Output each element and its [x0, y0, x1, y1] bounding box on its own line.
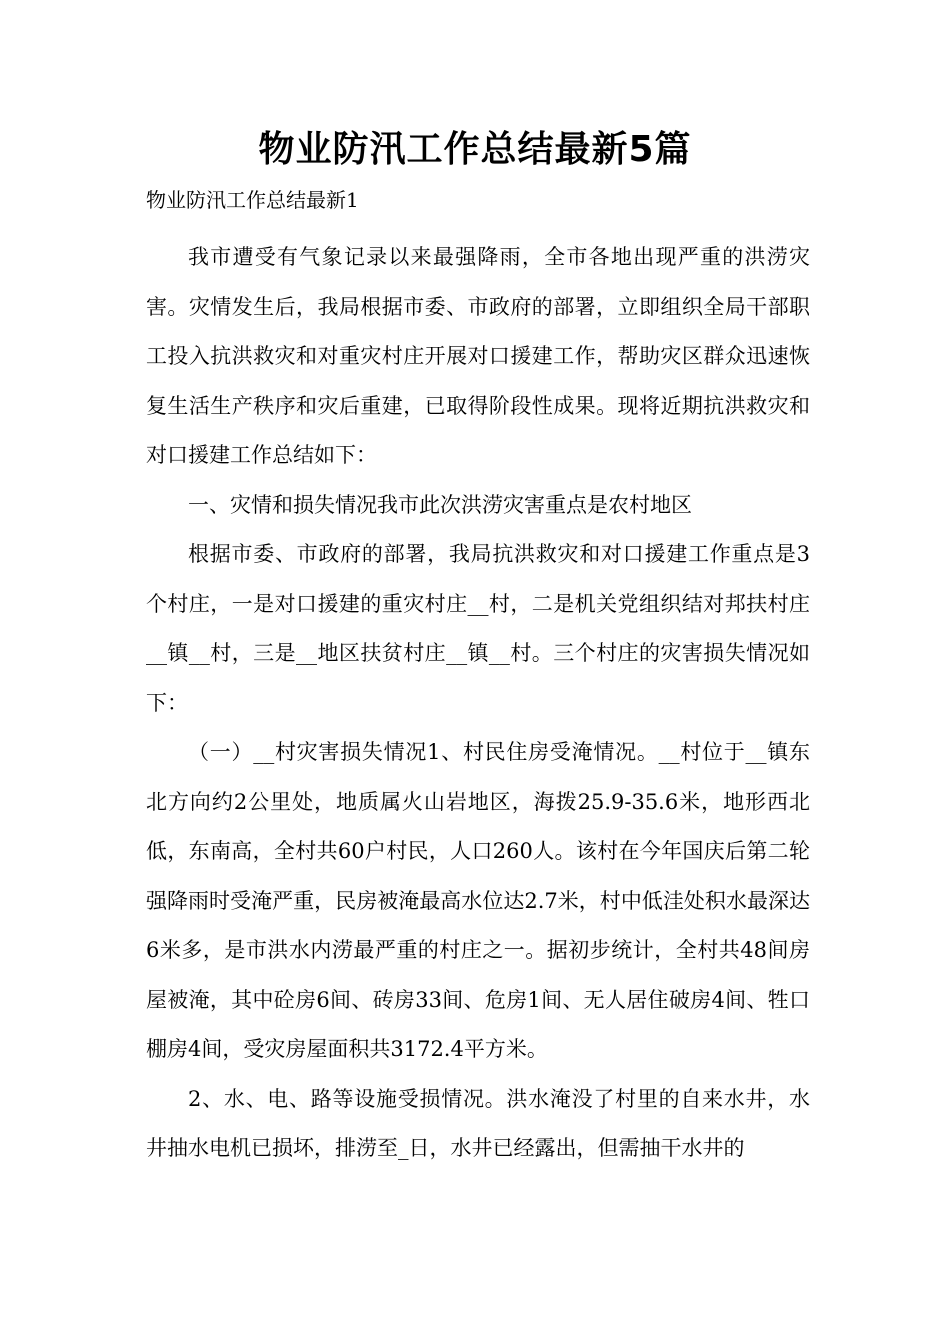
paragraph-4: （一）__村灾害损失情况1、村民住房受淹情况。__村位于__镇东北方向约2公里处，地质属火山岩地区，海拨25.9-35.6米，地形西北低，东南高，全村共60户村民，人口260人。该村在今年国庆后第二轮强降雨时受淹严重，民房被淹最高水位达2.7米，村中低洼处积水最深达6米多，是市洪水内涝最严重的村庄之一。据初步统计，全村共48间房屋被淹，其中砼房6间、砖房33间、危房1间、无人居住破房4间、牲口棚房4间，受灾房屋面积共3172.4平方米。: [146, 740, 810, 1061]
document-title: 物业防汛工作总结最新5篇: [258, 129, 692, 170]
paragraph-2: 一、灾情和损失情况我市此次洪涝灾害重点是农村地区: [188, 492, 692, 517]
paragraph-3: 根据市委、市政府的部署，我局抗洪救灾和对口援建工作重点是3个村庄，一是对口援建的重灾村庄__村，二是机关党组织结对邦扶村庄__镇__村，三是__地区扶贫村庄__镇__村。三个村庄的灾害损失情况如下：: [146, 542, 810, 715]
document-body: [146, 233, 810, 1174]
paragraph-5: 2、水、电、路等设施受损情况。洪水淹没了村里的自来水井，水井抽水电机已损坏，排涝至_日，水井已经露出，但需抽干水井的: [146, 1086, 810, 1160]
section-subtitle: 物业防汛工作总结最新1: [146, 188, 359, 212]
paragraph-1: 我市遭受有气象记录以来最强降雨，全市各地出现严重的洪涝灾害。灾情发生后，我局根据市委、市政府的部署，立即组织全局干部职工投入抗洪救灾和对重灾村庄开展对口援建工作，帮助灾区群众迅速恢复生活生产秩序和灾后重建，已取得阶段性成果。现将近期抗洪救灾和对口援建工作总结如下：: [146, 245, 810, 467]
